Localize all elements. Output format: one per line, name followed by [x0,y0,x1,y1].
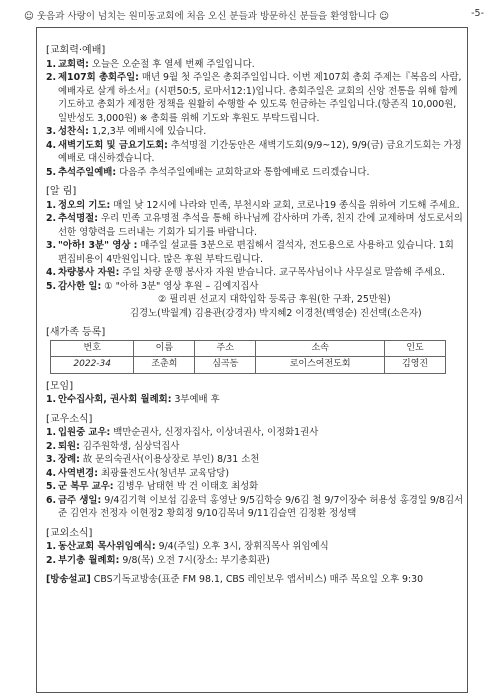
item-text: 김경노(박월계) 김용관(강경자) 박지혜2 이경천(백영순) 진선택(소은자) [130,307,422,319]
column-header: 인도 [385,340,446,357]
item-text: 추석명절 기간동안은 새벽기도회(9/9~12), 9/9(금) 금요기도회는 가정예배로 대신하겠습니다. [58,139,462,164]
item-label: 금주 생일: [58,494,102,506]
item-text: 매년 9월 첫 주일은 총회주일입니다. 이번 제107회 총회 주제는『복음의 사람, 예배자로 살게 하소서』(시편50:5, 로마서12:1)입니다. 총회주일은 교회의 신앙 전통을 위해 함께 기도하고 총회가 제정한 정책을 원활히 수행할 수 있도록 헌금하는 주일입니다.(항존직 10,000원, 일반성도 3,000원) ※ 총회를 위해 기도와 후원도 부탁드립니다. [58,72,462,124]
list-item: 5. 추석주일예배: 다음주 추석주일예배는 교회학교와 통합예배로 드리겠습니다. [46,166,370,178]
list-item: 3. 성찬식: 1,2,3부 예배시에 있습니다. [46,126,207,137]
list-item: 2. 제107회 총회주일: 매년 9월 첫 주일은 총회주일입니다. 이번 제107회 총회 주제는『복음의 사람, 예배자로 살게 하소서』(시편50:5, 로마서12:1)입니다. 총회주일은 교회의 신앙 전통을 위해 함께 기도하고 총회가 제정한 정책을 원활히 수행할 수 있도록 헌금하는 주일입니다.(항존직 10,000원, 일반성도 3,000원) ※ 총회를 위해 기도와 후원도 부탁드립니다. [46,72,462,124]
column-header: 주소 [195,340,256,357]
list-item: 1. 동산교회 목사위임예식: 9/4(주일) 오후 3시, 장휘직목사 위임예식 [46,541,329,552]
bulletin-content [46,44,464,587]
column-header: 이름 [134,340,195,357]
item-text: 백만순권사, 신정자집사, 이상녀권사, 이정화1권사 [113,427,319,438]
column-header: 소속 [256,340,385,357]
item-text: 주일 차량 운행 봉사자 자원 받습니다. 교구목사님이나 사무실로 말씀해 주세요. [122,267,445,278]
section-title-meeting: [모임] [46,380,74,392]
list-item: 2. 퇴원: 김주원학생, 심상덕집사 [46,440,180,452]
page-header [24,8,484,22]
section-title-news: [교우소식] [46,413,93,425]
item-text: 우리 민족 고유명절 추석을 통해 하나님께 감사하며 가족, 친지 간에 교제하며 성도로서의 선한 영향력을 드러내는 기회가 되기를 바랍니다. [58,213,463,238]
item-text: ② 필리핀 선교지 대학입학 등록금 후원(한 구좌, 25만원) [158,294,391,305]
broadcast-line [46,573,464,587]
item-label: 군 복무 교우: [58,481,114,492]
header-text: ☺ 웃음과 사랑이 넘치는 원미동교회에 처음 오신 분들과 방문하신 분들을 환영합니다 ☺ [24,11,390,22]
item-text: 9/4김기혁 이보섭 김윤덕 홍영난 9/5김학승 9/6김 철 9/7이장수 허용성 홍경일 9/8김서준 김연자 전정자 이현정2 황희정 9/10김목녀 9/11김슬연 김정환 정성택 [58,494,464,519]
list-item: 1. 안수집사회, 권사회 월례회: 3부예배 후 [46,394,220,405]
list-item: 4. 사역변경: 최광률전도사(청년부 교육담당) [46,467,229,479]
list-item: 1. 입원중 교우: 백만순권사, 신정자집사, 이상녀권사, 이정화1권사 [46,427,319,438]
broadcast-text: CBS기독교방송(표준 FM 98.1, CBS 레인보우 앱서비스) 매주 목요일 오후 9:30 [93,574,424,585]
item-label: 정오의 기도: [58,199,111,211]
item-label: 새벽기도회 및 금요기도회: [58,139,168,151]
item-text: 매일 낮 12시에 나라와 민족, 부천시와 교회, 코로나19 종식을 위하여 기도해 주세요. [113,199,460,211]
list-item: 6. 금주 생일: 9/4김기혁 이보섭 김윤덕 홍영난 9/5김학승 9/6김 철 9/7이장수 허용성 홍경일 9/8김서준 김연자 전정자 이현정2 황희정 9/10김목녀 9/11김슬연 김정환 정성택 [46,494,464,519]
section-title-announce: [알 림] [46,186,77,197]
item-label: 장례: [58,454,80,465]
item-label: 사역변경: [58,467,98,479]
item-text: 3부예배 후 [174,394,220,405]
item-label: 추석명절: [58,213,98,224]
item-label: 부기총 월례회: [58,554,120,566]
item-text: 다음주 추석주일예배는 교회학교와 통합예배로 드리겠습니다. [119,166,370,178]
section-title-outside: [교외소식] [46,527,93,539]
item-text: 김병우 남태현 박 건 이태호 최성화 [116,481,259,492]
item-text: ① "아하 3분" 영상 후원 – 김예지집사 [104,280,259,292]
item-text: 매주일 설교를 3분으로 편집해서 결석자, 전도용으로 사용하고 있습니다. 1회 편집비용이 4만원입니다. 많은 후원 부탁드립니다. [58,240,454,265]
list-item: 3. 장례: 故 문의숙권사(이용상장로 부인) 8/31 소천 [46,454,260,465]
list-item: 2. 부기총 월례회: 9/8(목) 오전 7시(장소: 부기총회관) [46,554,270,566]
item-text: 9/4(주일) 오후 3시, 장휘직목사 위임예식 [158,541,329,552]
table-cell: 심곡동 [195,357,256,374]
broadcast-label: [방송설교] [46,574,91,585]
section-title-worship: [교회력·예배] [46,45,106,56]
list-item: 3. "아하! 3분" 영상 : 매주일 설교를 3분으로 편집해서 결석자, 전도용으로 사용하고 있습니다. 1회 편집비용이 4만원입니다. 많은 후원 부탁드립니다. [46,240,454,265]
item-label: "아하! 3분" 영상 : [58,240,138,251]
new-members-table [50,340,446,374]
item-label: 성찬식: [58,126,89,137]
table-cell: 조춘희 [134,357,195,374]
table-cell: 김영진 [385,357,446,374]
page-number: -5- [471,8,484,19]
item-label: 퇴원: [58,440,80,452]
list-item: 5. 감사한 일: ① "아하 3분" 영상 후원 – 김예지집사 ② 필리핀 선교지 대학입학 등록금 후원(한 구좌, 25만원) 김경노(박월계) 김용관(강경자) 박지혜2 이경천(백영순) 진선택(소은자) [46,280,464,321]
item-label: 동산교회 목사위임예식: [58,541,156,552]
item-text: 김주원학생, 심상덕집사 [82,440,180,452]
table-cell: 로이스여전도회 [256,357,385,374]
item-text: 9/8(목) 오전 7시(장소: 부기총회관) [122,554,270,566]
table-row [51,357,446,374]
table-header-row [51,340,446,357]
section-title-members: [새가족 등록] [46,327,106,338]
list-item: 1. 정오의 기도: 매일 낮 12시에 나라와 민족, 부천시와 교회, 코로나19 종식을 위하여 기도해 주세요. [46,199,460,211]
list-item: 2. 추석명절: 우리 민족 고유명절 추석을 통해 하나님께 감사하며 가족, 친지 간에 교제하며 성도로서의 선한 영향력을 드러내는 기회가 되기를 바랍니다. [46,213,463,238]
item-text: 故 문의숙권사(이용상장로 부인) 8/31 소천 [82,454,260,465]
list-item: 5. 군 복무 교우: 김병우 남태현 박 건 이태호 최성화 [46,481,259,492]
item-label: 차량봉사 자원: [58,267,120,278]
item-label: 제107회 총회주일: [58,72,139,83]
item-label: 교회력: [58,58,89,70]
column-header: 번호 [51,340,134,357]
list-item: 4. 차량봉사 자원: 주일 차량 운행 봉사자 자원 받습니다. 교구목사님이나 사무실로 말씀해 주세요. [46,267,445,278]
item-label: 안수집사회, 권사회 월례회: [58,394,172,405]
list-item: 4. 새벽기도회 및 금요기도회: 추석명절 기간동안은 새벽기도회(9/9~12), 9/9(금) 금요기도회는 가정예배로 대신하겠습니다. [46,139,462,164]
item-label: 감사한 일: [58,280,102,292]
item-text: 1,2,3부 예배시에 있습니다. [91,126,207,137]
table-cell: 2022-34 [51,357,134,374]
item-label: 입원중 교우: [58,427,111,438]
item-text: 최광률전도사(청년부 교육담당) [100,467,229,479]
item-label: 추석주일예배: [58,166,117,178]
item-text: 오늘은 오순절 후 열세 번째 주일입니다. [91,58,255,70]
list-item: 1. 교회력: 오늘은 오순절 후 열세 번째 주일입니다. [46,58,255,70]
